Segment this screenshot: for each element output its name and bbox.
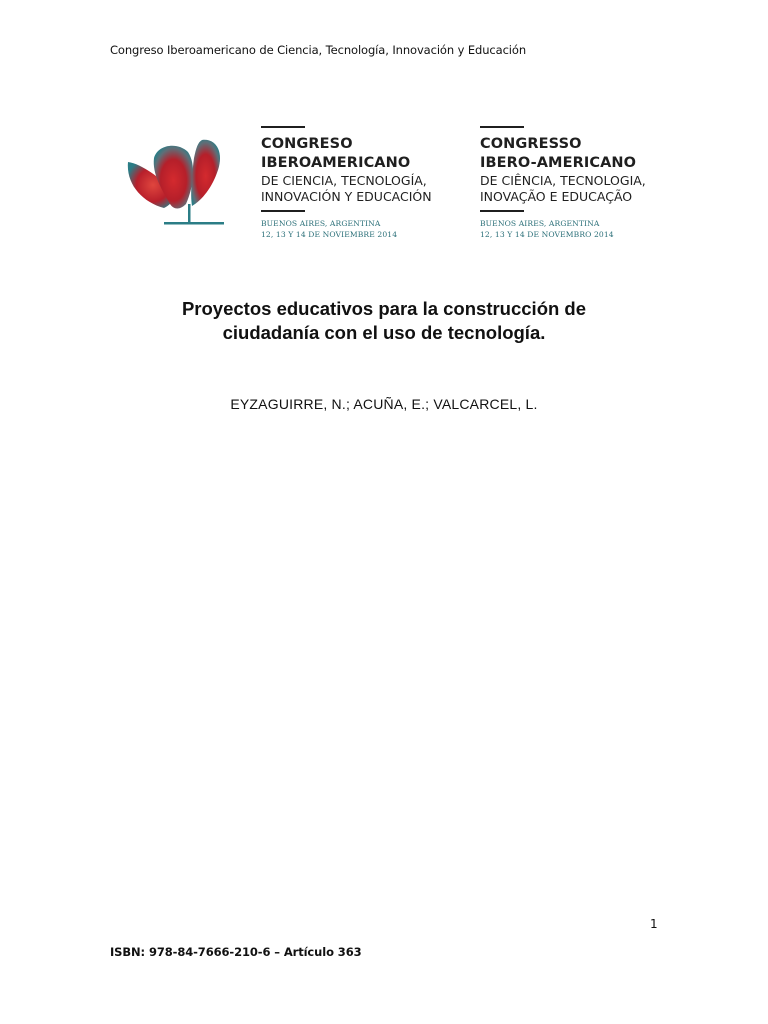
logo-rule-top xyxy=(480,126,524,128)
paper-title-line2: ciudadanía con el uso de tecnología. xyxy=(222,322,546,343)
logo-pt-line2: IBERO-AMERICANO xyxy=(480,155,637,171)
logo-es-line3: DE CIENCIA, TECNOLOGÍA, xyxy=(261,173,427,188)
logo-es-line2: IBEROAMERICANO xyxy=(261,155,411,171)
page-number: 1 xyxy=(650,917,658,931)
running-header: Congreso Iberoamericano de Ciencia, Tecnología, Innovación y Educación xyxy=(110,43,527,57)
paper-authors: EYZAGUIRRE, N.; ACUÑA, E.; VALCARCEL, L. xyxy=(230,396,538,412)
logo-es-line4: INNOVACIÓN Y EDUCACIÓN xyxy=(261,188,432,204)
logo-rule-bottom xyxy=(480,210,524,212)
logo-es-line1: CONGRESO xyxy=(261,136,353,152)
logo-pt-place: BUENOS AIRES, ARGENTINA xyxy=(480,219,600,228)
logo-pt-line4: INOVAÇÃO E EDUCAÇÃO xyxy=(480,188,633,204)
congress-logo xyxy=(124,120,664,250)
logo-es-place: BUENOS AIRES, ARGENTINA xyxy=(261,219,381,228)
logo-es-date: 12, 13 Y 14 DE NOVIEMBRE 2014 xyxy=(261,230,398,239)
logo-pt-line3: DE CIÊNCIA, TECNOLOGIA, xyxy=(480,173,646,188)
paper-title xyxy=(100,297,668,345)
logo-pt-line1: CONGRESSO xyxy=(480,136,582,152)
logo-rule-top xyxy=(261,126,305,128)
flower-logo-icon xyxy=(124,134,234,234)
paper-title-line1: Proyectos educativos para la construcción de xyxy=(181,298,587,319)
logo-spanish-text xyxy=(261,126,461,240)
logo-pt-date: 12, 13 Y 14 DE NOVEMBRO 2014 xyxy=(480,230,614,239)
logo-rule-bottom xyxy=(261,210,305,212)
logo-portuguese-text xyxy=(480,126,680,240)
isbn-footer: ISBN: 978-84-7666-210-6 – Artículo 363 xyxy=(110,945,362,959)
